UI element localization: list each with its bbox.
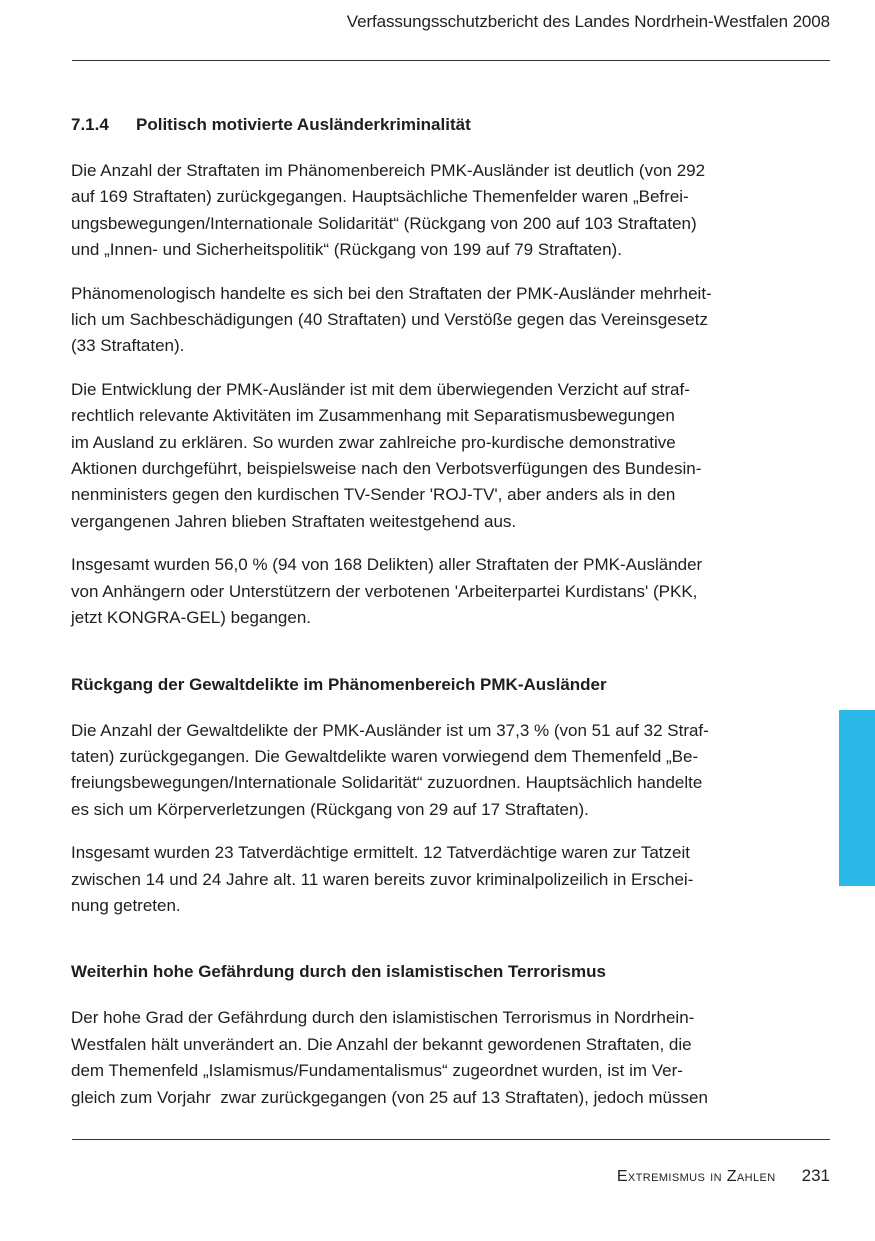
section-number: 7.1.4 <box>71 115 109 134</box>
page-number: 231 <box>801 1166 830 1185</box>
subheading-violent-offenses: Rückgang der Gewaltdelikte im Phänomenbereich PMK-Ausländer <box>71 674 607 694</box>
paragraph-7: Der hohe Grad der Gefährdung durch den islamistischen Terrorismus in Nordrhein- Westfalen hält unverändert an. Die Anzahl der bekannt gewordenen Straftaten, die dem Themenfeld „Islamismus/Fundamentalismus“ zugeordnet wurden, ist im Ver- gleich zum Vorjahr zwar zurückgegangen (von 25 auf 13 Straftaten), jedoch müssen <box>71 1008 708 1107</box>
running-footer <box>617 1166 830 1186</box>
footer-section-title: Extremismus in Zahlen <box>616 1168 776 1185</box>
paragraph-6: Insgesamt wurden 23 Tatverdächtige ermittelt. 12 Tatverdächtige waren zur Tatzeit zwischen 14 und 24 Jahre alt. 11 waren bereits zuvor kriminalpolizeilich in Erschei- nung getreten. <box>71 843 694 915</box>
section-title: Politisch motivierte Ausländerkriminalität <box>136 115 471 134</box>
footer-divider <box>72 1139 830 1140</box>
paragraph-3: Die Entwicklung der PMK-Ausländer ist mit dem überwiegenden Verzicht auf straf- rechtlich relevante Aktivitäten im Zusammenhang mit Separatismusbewegungen im Ausland zu erklären. So wurden zwar zahlreiche pro-kurdische demonstrative Aktionen durchgeführt, beispielsweise nach den Verbotsverfügungen des Bundesin- nenministers gegen den kurdischen TV-Sender 'ROJ-TV', aber anders als in den vergangenen Jahren blieben Straftaten weitestgehend aus. <box>71 379 702 531</box>
running-header: Verfassungsschutzbericht des Landes Nordrhein-Westfalen 2008 <box>346 12 830 31</box>
header-divider <box>72 60 830 61</box>
paragraph-5: Die Anzahl der Gewaltdelikte der PMK-Ausländer ist um 37,3 % (von 51 auf 32 Straf- taten) zurückgegangen. Die Gewaltdelikte waren vorwiegend dem Themenfeld „Be- freiungsbewegungen/Internationale Solidarität“ zuzuordnen. Hauptsächlich handelte es sich um Körperverletzungen (Rückgang von 29 auf 17 Straftaten). <box>71 720 709 819</box>
section-heading <box>71 112 779 138</box>
chapter-marker-tab <box>839 710 875 886</box>
paragraph-2: Phänomenologisch handelte es sich bei den Straftaten der PMK-Ausländer mehrheit- lich um Sachbeschädigungen (40 Straftaten) und Verstöße gegen das Vereinsgesetz (33 Straftaten). <box>71 283 712 356</box>
subheading-islamist-terrorism: Weiterhin hohe Gefährdung durch den islamistischen Terrorismus <box>71 962 606 982</box>
paragraph-1: Die Anzahl der Straftaten im Phänomenbereich PMK-Ausländer ist deutlich (von 292 auf 169 Straftaten) zurückgegangen. Hauptsächliche Themenfelder waren „Befrei- ungsbewegungen/Internationale Solidarität“ (Rückgang von 200 auf 103 Straftaten) und „Innen- und Sicherheitspolitik“ (Rückgang von 199 auf 79 Straftaten). <box>71 161 706 260</box>
paragraph-4: Insgesamt wurden 56,0 % (94 von 168 Delikten) aller Straftaten der PMK-Ausländer von Anhängern oder Unterstützern der verbotenen 'Arbeiterpartei Kurdistans' (PKK, jetzt KONGRA-GEL) begangen. <box>71 555 703 628</box>
page-body <box>71 112 779 1111</box>
